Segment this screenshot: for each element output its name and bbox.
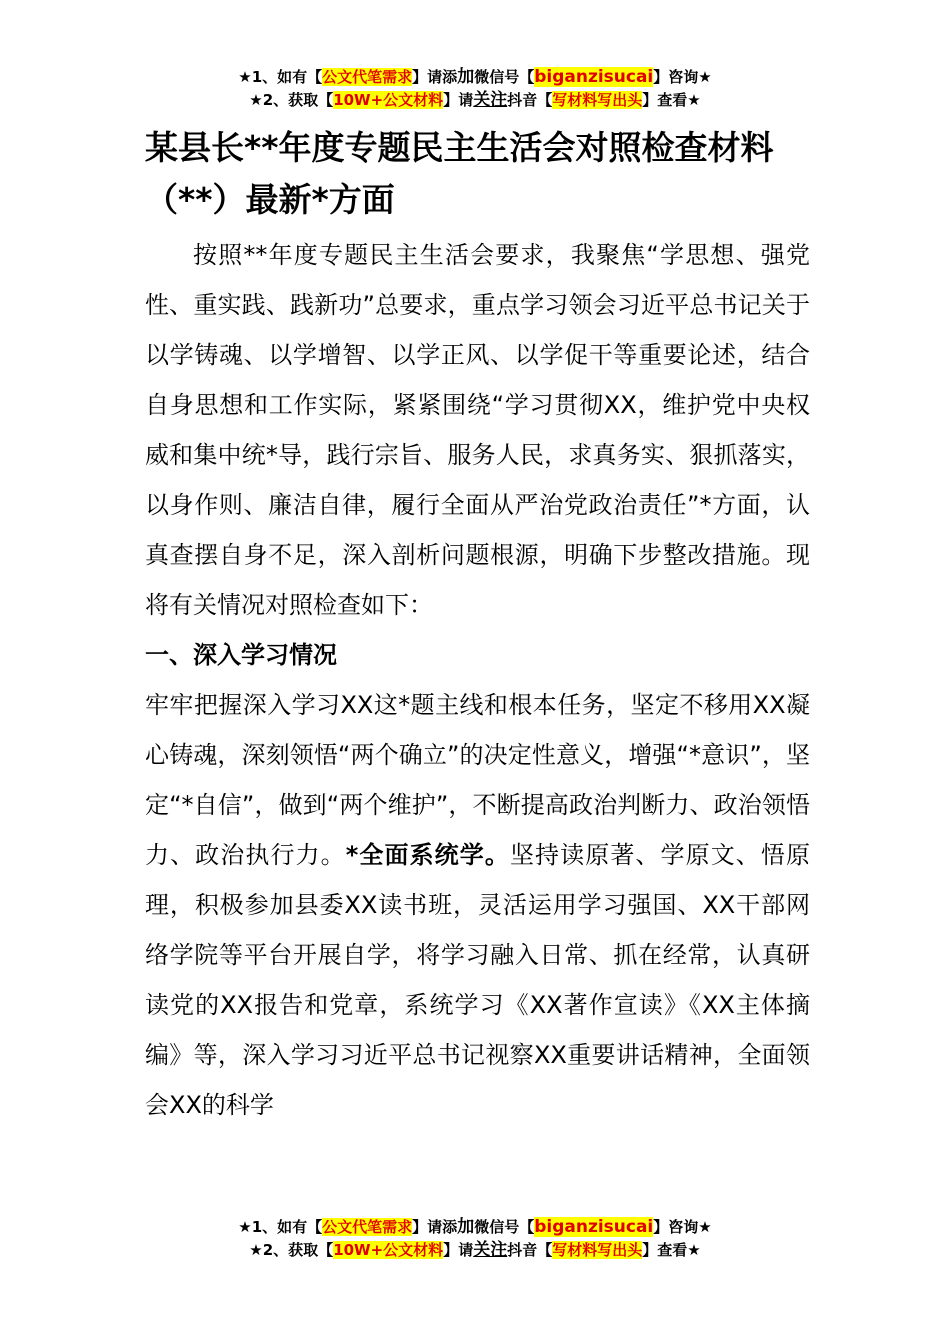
banner-text: 2、获取【: [262, 1241, 334, 1259]
highlight-wechat-id: biganzisucai: [534, 67, 654, 87]
section-text: 牢牢把握深入学习XX这*题主线和根本任务，坚定不移用XX凝心铸魂，深刻领悟“两个确立”的决定性意义，增强“*意识”，坚定“*自信”，做到“两个维护”，不断提高政治判断力、政治领悟力、政治执行力。: [145, 691, 810, 869]
banner-text: 加: [457, 67, 475, 87]
banner-text: 】请添: [412, 68, 458, 86]
highlight-materials: 10W+公文材料: [333, 1241, 444, 1259]
document-body: [145, 122, 810, 1130]
highlight-materials: 10W+公文材料: [333, 91, 444, 109]
highlight-service: 公文代笔需求: [322, 1218, 413, 1236]
banner-text: 1、如有【: [251, 1218, 323, 1236]
banner-text: 2、获取【: [262, 91, 334, 109]
banner-line-2: [0, 1239, 950, 1262]
banner-text: 关注: [473, 90, 508, 110]
banner-text: 抖音【: [507, 91, 553, 109]
banner-line-1: [0, 1216, 950, 1239]
banner-line-1: [0, 66, 950, 89]
top-banner: [0, 66, 950, 112]
document-title: 某县长**年度专题民主生活会对照检查材料（**）最新*方面: [145, 128, 774, 219]
star-icon: ★: [249, 1241, 263, 1259]
banner-text: 】请: [443, 1241, 474, 1259]
star-icon: ★: [249, 91, 263, 109]
bottom-banner: [0, 1216, 950, 1262]
banner-text: 】查看★: [642, 91, 701, 109]
banner-text: 1、如有【: [251, 68, 323, 86]
highlight-douyin: 写材料写出头: [552, 1241, 643, 1259]
highlight-douyin: 写材料写出头: [552, 91, 643, 109]
star-icon: ★: [238, 1218, 252, 1236]
highlight-wechat-id: biganzisucai: [534, 1217, 654, 1237]
section-heading: 一、深入学习情况: [145, 641, 337, 669]
highlight-service: 公文代笔需求: [322, 68, 413, 86]
banner-text: 】请: [443, 91, 474, 109]
section-text: 坚持读原著、学原文、悟原理，积极参加县委XX读书班，灵活运用学习强国、XX干部网络学院等平台开展自学，将学习融入日常、抓在经常，认真研读党的XX报告和党章，系统学习《XX著作宣读》《XX主体摘编》等，深入学习习近平总书记视察XX重要讲话精神，全面领会XX的科学: [145, 841, 810, 1119]
banner-text: 】请添: [412, 1218, 458, 1236]
banner-text: 加: [457, 1217, 475, 1237]
star-icon: ★: [238, 68, 252, 86]
banner-text: 关注: [473, 1240, 508, 1260]
banner-text: 】查看★: [642, 1241, 701, 1259]
banner-text: 微信号【: [474, 68, 535, 86]
section-paragraph: [145, 680, 810, 1130]
intro-paragraph: 按照**年度专题民主生活会要求，我聚焦“学思想、强党性、重实践、践新功”总要求，重点学习领会习近平总书记关于以学铸魂、以学增智、以学正风、以学促干等重要论述，结合自身思想和工作实际，紧紧围绕“学习贯彻XX，维护党中央权威和集中统*导，践行宗旨、服务人民，求真务实、狠抓落实，以身作则、廉洁自律，履行全面从严治党政治责任”*方面，认真查摆自身不足，深入剖析问题根源，明确下步整改措施。现将有关情况对照检查如下：: [145, 241, 810, 619]
banner-text: 】咨询★: [653, 68, 712, 86]
banner-line-2: [0, 89, 950, 112]
banner-text: 】咨询★: [653, 1218, 712, 1236]
bold-subheading: *全面系统学。: [345, 841, 510, 869]
banner-text: 抖音【: [507, 1241, 553, 1259]
banner-text: 微信号【: [474, 1218, 535, 1236]
